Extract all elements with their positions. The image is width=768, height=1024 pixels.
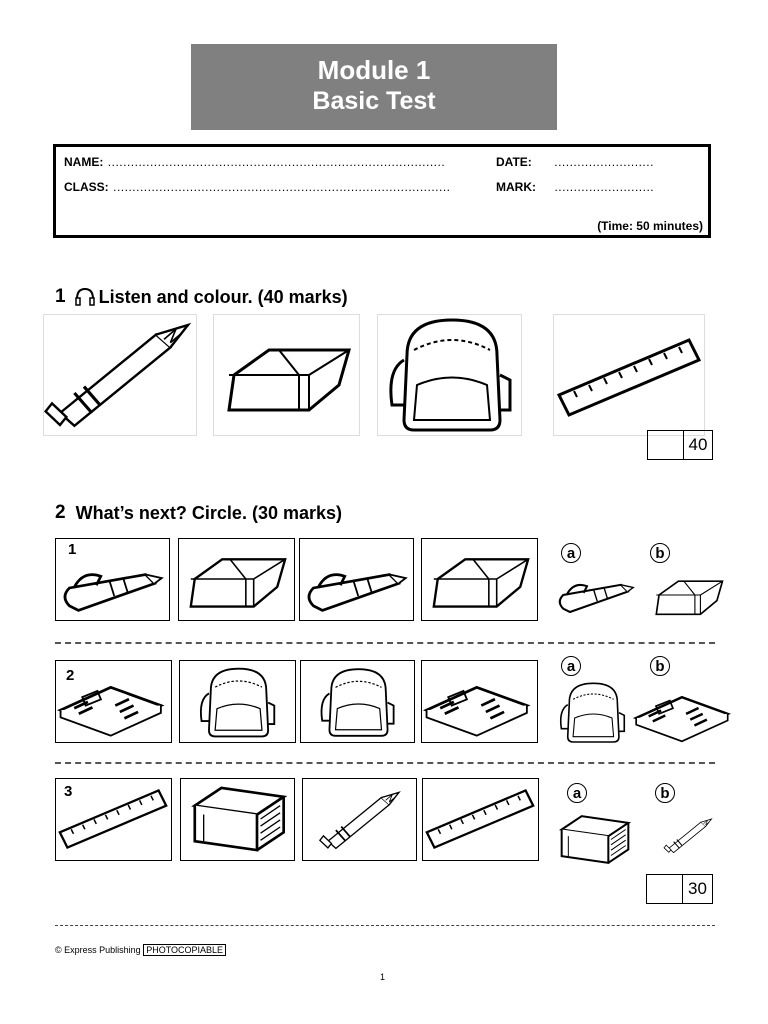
row2-item1 xyxy=(55,660,172,743)
row-divider xyxy=(55,642,715,644)
row2-number: 2 xyxy=(66,667,75,684)
section2-score-box xyxy=(646,874,713,904)
row1-item2 xyxy=(178,538,295,621)
row1-item1 xyxy=(55,538,170,621)
row2-item3 xyxy=(300,660,415,743)
section1-heading xyxy=(55,286,348,308)
pencil-picture xyxy=(43,314,197,436)
copyright-text: © Express Publishing xyxy=(55,945,141,955)
schoolbag-picture xyxy=(377,314,522,436)
module-title: Module 1 xyxy=(317,55,431,85)
ruler-picture xyxy=(553,314,705,436)
row2-option-a[interactable] xyxy=(556,678,628,750)
row2-option-b[interactable] xyxy=(632,688,736,748)
row1-number: 1 xyxy=(68,541,77,558)
name-label: NAME: xyxy=(64,155,104,169)
row3-option-b[interactable] xyxy=(645,815,730,855)
row2-option-b-label[interactable]: b xyxy=(650,656,670,676)
section1-score-box xyxy=(647,430,713,460)
row1-option-b-label[interactable]: b xyxy=(650,543,670,563)
eraser-picture xyxy=(213,314,360,436)
page-number: 1 xyxy=(380,972,386,982)
section2-score-input[interactable] xyxy=(647,875,683,903)
test-title: Basic Test xyxy=(312,87,436,115)
row2-item2 xyxy=(179,660,296,743)
row2-item4 xyxy=(421,660,538,743)
row1-option-b[interactable] xyxy=(648,570,728,620)
title-banner xyxy=(191,44,557,130)
footer-copyright xyxy=(55,945,226,955)
row3-number: 3 xyxy=(64,783,73,800)
row3-option-a-label[interactable]: a xyxy=(567,783,587,803)
row3-item1 xyxy=(55,778,172,861)
row1-item3 xyxy=(299,538,414,621)
section1-score-total: 40 xyxy=(688,435,708,454)
row1-option-a[interactable] xyxy=(553,570,638,620)
section2-number: 2 xyxy=(55,502,66,523)
row2-option-a-label[interactable]: a xyxy=(561,656,581,676)
class-field[interactable]: ........................................................................................ xyxy=(113,180,451,194)
mark-field[interactable]: .......................... xyxy=(554,180,655,194)
student-info-box xyxy=(53,144,711,238)
date-label: DATE: xyxy=(496,155,532,169)
row1-item4 xyxy=(421,538,538,621)
section2-title: What’s next? Circle. (30 marks) xyxy=(75,502,343,523)
section1-title: Listen and colour. (40 marks) xyxy=(98,286,348,307)
date-field[interactable]: .......................... xyxy=(554,155,654,169)
row3-item2 xyxy=(180,778,295,861)
row3-option-b-label[interactable]: b xyxy=(655,783,675,803)
class-label: CLASS: xyxy=(64,180,109,194)
time-limit: (Time: 50 minutes) xyxy=(597,219,703,233)
section1-score-input[interactable] xyxy=(648,431,684,459)
row1-option-a-label[interactable]: a xyxy=(561,543,581,563)
row-divider xyxy=(55,762,715,764)
section2-heading xyxy=(55,502,342,524)
footer-divider xyxy=(55,925,715,926)
section1-number: 1 xyxy=(55,286,66,307)
section2-score-total: 30 xyxy=(688,879,707,898)
row3-option-a[interactable] xyxy=(555,812,635,867)
row3-item3 xyxy=(302,778,417,861)
mark-label: MARK: xyxy=(496,180,536,194)
headphones-icon xyxy=(74,286,96,308)
photocopiable-badge: PHOTOCOPIABLE xyxy=(143,944,226,956)
row3-item4 xyxy=(422,778,539,861)
name-field[interactable]: ........................................................................................ xyxy=(107,155,446,169)
